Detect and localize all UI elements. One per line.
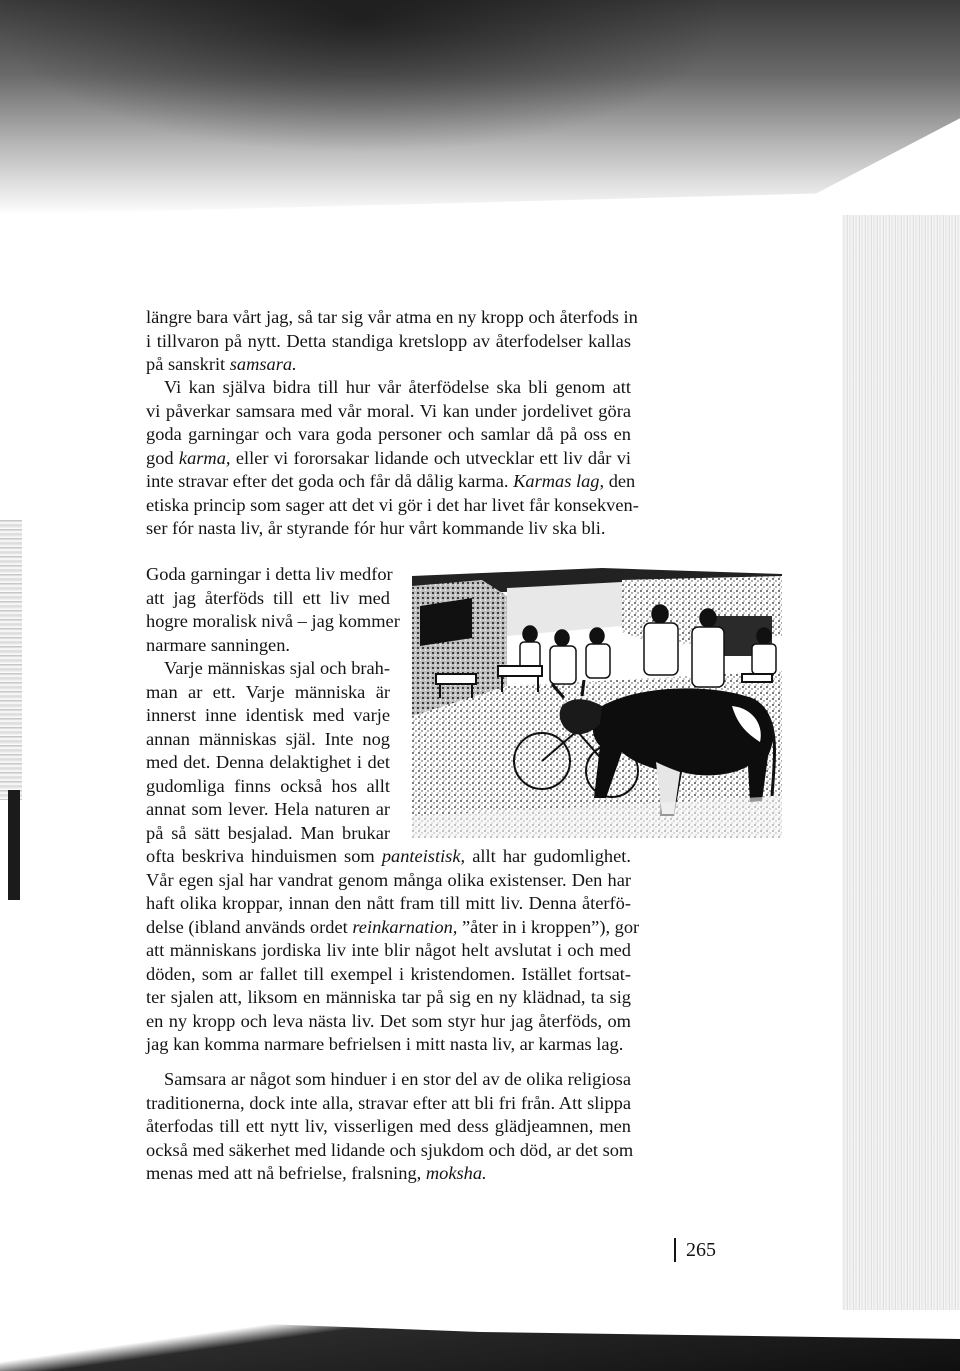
paragraph-pantheism bbox=[146, 845, 640, 1057]
scan-shadow-top bbox=[0, 0, 960, 215]
text-line: man ar ett. Varje människa är bbox=[146, 681, 390, 702]
text-line: goda garningar och vara goda personer och samlar då på oss en bbox=[146, 424, 631, 444]
term-karma: karma, bbox=[178, 447, 231, 468]
text-line: Goda garningar i detta liv medfor bbox=[146, 564, 393, 584]
text-line: ser fór nasta liv, år styrande fór hur vårt kommande liv ska bli. bbox=[146, 518, 606, 538]
text-line: Samsara ar något som hinduer i en stor del av de olika religiosa bbox=[164, 1069, 631, 1089]
text-line: gudomliga finns också hos allt bbox=[146, 775, 390, 796]
text-line: på så sätt besjalad. Man brukar bbox=[146, 822, 390, 843]
text-line: längre bara vårt jag, så tar sig vår atma en ny kropp och återfods in bbox=[146, 307, 638, 327]
text-line: i tillvaron på nytt. Detta standiga kretslopp av återfodelser kallas bbox=[146, 330, 631, 351]
term-panteistisk: panteistisk, bbox=[381, 846, 466, 866]
text-line: traditionerna, dock inte alla, stravar efter att bli fri från. Att slippa bbox=[146, 1092, 631, 1113]
text-line: också med säkerhet med lidande och sjukdom och död, ar det som bbox=[146, 1139, 634, 1160]
text-line: med det. Denna delaktighet i det bbox=[146, 752, 390, 772]
text-line: inte stravar efter det goda och får då dålig karma. Karmas lag, den bbox=[146, 471, 636, 491]
text-line: god karma, eller vi fororsakar lidande och utvecklar ett liv dår vi bbox=[146, 447, 632, 468]
paragraph-karma bbox=[146, 376, 639, 541]
term-samsara: samsara. bbox=[229, 354, 297, 374]
text-line: jag kan komma narmare befrielsen i mitt nasta liv, ar karmas lag. bbox=[146, 1034, 624, 1054]
text-line: etiska princip som sager att det vi gör i det har livet får konsekven- bbox=[146, 494, 639, 515]
street-scene-with-cow-photo bbox=[412, 566, 782, 838]
text-line: att människans jordiska liv inte blir något helt avslutat i och med bbox=[146, 940, 631, 960]
text-line: vi påverkar samsara med vår moral. Vi kan under jordelivet göra bbox=[146, 400, 631, 421]
text-line: delse (ibland används ordet reinkarnation, ”åter in i kroppen”), gor bbox=[146, 916, 640, 937]
page-number: 265 bbox=[674, 1238, 716, 1262]
paragraph-continuation bbox=[146, 306, 638, 377]
text-line: menas med att nå befrielse, fralsning, moksha. bbox=[146, 1163, 487, 1183]
paragraph-soul-brahman bbox=[146, 657, 390, 845]
book-page-edges bbox=[842, 215, 960, 1310]
paragraph-moksha bbox=[146, 1068, 634, 1186]
text-line: annat som lever. Hela naturen ar bbox=[146, 799, 390, 819]
text-line: hogre moralisk nivå – jag kommer bbox=[146, 611, 400, 631]
text-line: ter sjalen att, liksom en människa tar på sig en ny klädnad, ta sig bbox=[146, 987, 631, 1007]
text-line: narmare sanningen. bbox=[146, 634, 291, 655]
text-line: Vår egen sjal har vandrat genom många olika existenser. Den har bbox=[146, 869, 631, 890]
term-moksha: moksha. bbox=[425, 1163, 487, 1183]
text-line: Vi kan själva bidra till hur vår återfödelse ska bli genom att bbox=[164, 377, 631, 397]
scan-speckle-left bbox=[0, 520, 22, 800]
scan-bar-left bbox=[8, 790, 20, 900]
text-line: innerst inne identisk med varje bbox=[146, 705, 390, 725]
term-karmas-lag: Karmas lag, bbox=[513, 471, 605, 491]
text-line: att jag återföds till ett liv med bbox=[146, 587, 390, 608]
text-line: på sanskrit samsara. bbox=[146, 354, 297, 374]
text-line: haft olika kroppar, innan den nått fram till mitt liv. Denna återfö- bbox=[146, 893, 631, 913]
text-line: återfodas till ett nytt liv, visserligen med dess glädjeamnen, men bbox=[146, 1116, 631, 1136]
text-line: ofta beskriva hinduismen som panteistisk, allt har gudomlighet. bbox=[146, 846, 631, 866]
text-line: annan människas själ. Inte nog bbox=[146, 728, 390, 749]
text-line: Varje människas sjal och brah- bbox=[164, 658, 390, 678]
text-line: en ny kropp och leva nästa liv. Det som styr hur jag återföds, om bbox=[146, 1010, 631, 1031]
term-reinkarnation: reinkarnation, bbox=[352, 916, 458, 937]
scan-shadow-bottom bbox=[0, 1300, 960, 1371]
paragraph-good-deeds bbox=[146, 563, 400, 657]
text-line: döden, som ar fallet till exempel i kristendomen. Istället fortsat- bbox=[146, 963, 631, 984]
